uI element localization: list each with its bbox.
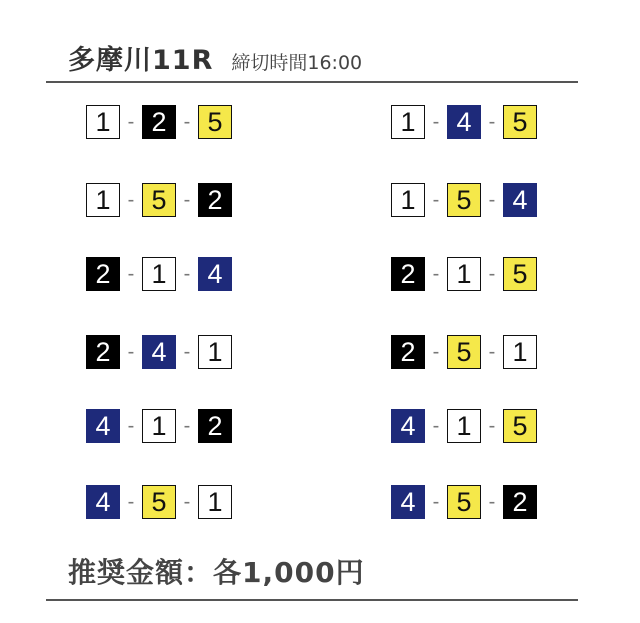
boat-number-box: 5 [503,257,537,291]
boat-number-box: 2 [391,257,425,291]
boat-number-box: 1 [86,105,120,139]
boat-number-box: 2 [198,409,232,443]
combination-separator: - [488,340,496,363]
boat-number-box: 1 [198,335,232,369]
boat-number-box: 2 [142,105,176,139]
boat-number-box: 1 [447,257,481,291]
boat-number-box: 5 [447,335,481,369]
combination-separator: - [127,188,135,211]
bet-amount: 推奨金額：各1,000円 [68,556,365,589]
boat-number-box: 1 [86,183,120,217]
boat-number-box: 5 [503,409,537,443]
boat-number-box: 2 [86,335,120,369]
trifecta-combination [86,183,232,217]
combination-separator: - [488,262,496,285]
boat-number-box: 4 [391,485,425,519]
boat-number-box: 4 [391,409,425,443]
combination-separator: - [183,414,191,437]
boat-number-box: 2 [391,335,425,369]
combination-separator: - [127,414,135,437]
trifecta-combination [391,409,537,443]
combination-separator: - [488,110,496,133]
combination-separator: - [183,490,191,513]
boat-number-box: 2 [198,183,232,217]
trifecta-combination [86,257,232,291]
combination-separator: - [432,340,440,363]
boat-number-box: 4 [142,335,176,369]
boat-number-box: 4 [86,409,120,443]
trifecta-combination [86,409,232,443]
combination-separator: - [183,110,191,133]
combination-separator: - [183,262,191,285]
boat-number-box: 1 [447,409,481,443]
combination-separator: - [127,490,135,513]
combination-separator: - [488,490,496,513]
race-title: 多摩川11R [68,45,214,76]
boat-number-box: 2 [86,257,120,291]
trifecta-combination [391,335,537,369]
boat-number-box: 5 [447,183,481,217]
trifecta-combination [391,183,537,217]
combination-separator: - [432,262,440,285]
combination-separator: - [432,188,440,211]
combination-separator: - [127,262,135,285]
boat-number-box: 4 [198,257,232,291]
footer-divider [46,599,578,601]
boat-number-box: 1 [391,105,425,139]
combination-separator: - [183,188,191,211]
trifecta-combination [86,105,232,139]
boat-number-box: 2 [503,485,537,519]
boat-number-box: 1 [503,335,537,369]
trifecta-combination [391,485,537,519]
boat-number-box: 1 [391,183,425,217]
boat-number-box: 5 [503,105,537,139]
combination-separator: - [127,110,135,133]
header-divider [46,81,578,83]
race-header [68,38,362,77]
boat-number-box: 5 [142,485,176,519]
boat-number-box: 5 [142,183,176,217]
combination-separator: - [432,110,440,133]
deadline-time: 締切時間16:00 [231,52,363,74]
combination-separator: - [488,414,496,437]
trifecta-combination [391,105,537,139]
combination-separator: - [488,188,496,211]
trifecta-combination [86,335,232,369]
boat-number-box: 5 [198,105,232,139]
combination-separator: - [432,490,440,513]
boat-number-box: 4 [447,105,481,139]
combination-separator: - [432,414,440,437]
boat-number-box: 4 [86,485,120,519]
boat-number-box: 4 [503,183,537,217]
boat-number-box: 1 [142,409,176,443]
boat-number-box: 5 [447,485,481,519]
boat-number-box: 1 [142,257,176,291]
boat-number-box: 1 [198,485,232,519]
trifecta-combination [86,485,232,519]
combination-separator: - [127,340,135,363]
trifecta-combination [391,257,537,291]
combination-separator: - [183,340,191,363]
